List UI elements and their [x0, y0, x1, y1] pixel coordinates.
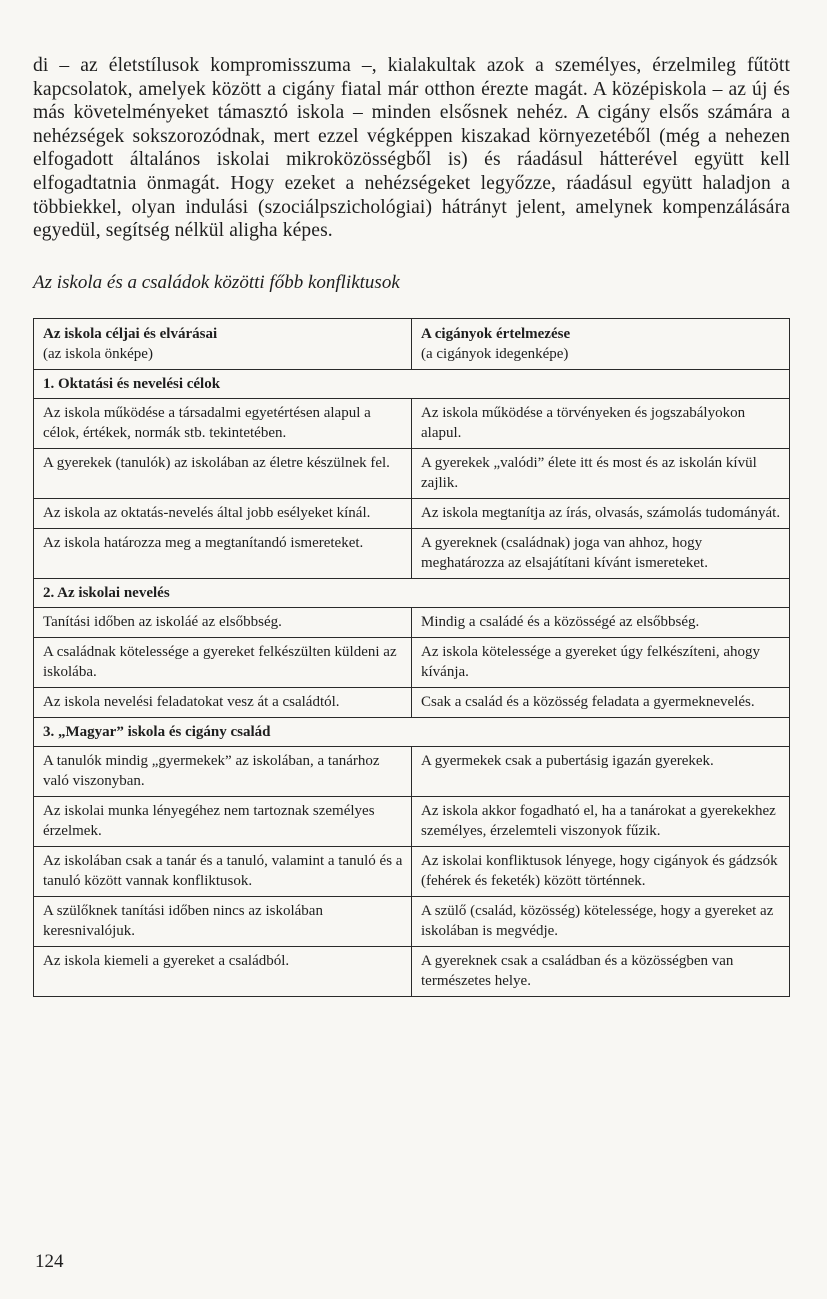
- roma-interpretation-cell: Az iskola működése a törvényeken és jogszabályokon alapul.: [412, 399, 790, 449]
- header-left-cell: [34, 319, 412, 370]
- roma-interpretation-cell: Csak a család és a közösség feladata a gyermeknevelés.: [412, 688, 790, 718]
- table-row: [34, 608, 790, 638]
- header-right-title: A cigányok értelmezése: [421, 326, 571, 342]
- table-row: [34, 947, 790, 997]
- roma-interpretation-cell: Mindig a családé és a közösségé az elsőbbség.: [412, 608, 790, 638]
- school-expectation-cell: A tanulók mindig „gyermekek” az iskolában, a tanárhoz való viszonyban.: [34, 747, 412, 797]
- school-expectation-cell: A gyerekek (tanulók) az iskolában az életre készülnek fel.: [34, 449, 412, 499]
- section-title: 2. Az iskolai nevelés: [34, 579, 790, 608]
- intro-paragraph: di – az életstílusok kompromisszuma –, kialakultak azok a személyes, érzelmileg fűtött kapcsolatok, amelyek között a cigány fiatal már otthon érezte magát. A középiskola – az új és más követelményeket támasztó iskola – minden elsősnek nehéz. A cigány elsős számára a nehézségek sokszorozódnak, mert ezzel végképpen kiszakad környezetéből (még a nehezen elfogadott általános iskolai mikroközösségből is) és ráadásul hátterével együtt kell elfogadtatnia önmagát. Hogy ezeket a nehézségeket legyőzze, ráadásul együtt haladjon a többiekkel, olyan indulási (szociálpszichológiai) hátrányt jelent, amelynek kompenzálására egyedül, segítség nélkül aligha képes.: [33, 55, 790, 242]
- roma-interpretation-cell: Az iskola megtanítja az írás, olvasás, számolás tudományát.: [412, 499, 790, 529]
- roma-interpretation-cell: A szülő (család, közösség) kötelessége, hogy a gyereket az iskolában is megvédje.: [412, 897, 790, 947]
- section-row: [34, 370, 790, 399]
- school-expectation-cell: Az iskola kiemeli a gyereket a családból.: [34, 947, 412, 997]
- table-header-row: [34, 319, 790, 370]
- table-row: [34, 688, 790, 718]
- school-expectation-cell: Tanítási időben az iskoláé az elsőbbség.: [34, 608, 412, 638]
- roma-interpretation-cell: Az iskola kötelessége a gyereket úgy felkészíteni, ahogy kívánja.: [412, 638, 790, 688]
- roma-interpretation-cell: A gyereknek (családnak) joga van ahhoz, hogy meghatározza az elsajátítani kívánt ismereteket.: [412, 529, 790, 579]
- section-row: [34, 579, 790, 608]
- school-expectation-cell: Az iskola működése a társadalmi egyetértésen alapul a célok, értékek, normák stb. tekintetében.: [34, 399, 412, 449]
- conflict-table: [33, 318, 790, 997]
- header-left-subtitle: (az iskola önképe): [43, 346, 153, 362]
- school-expectation-cell: Az iskolai munka lényegéhez nem tartoznak személyes érzelmek.: [34, 797, 412, 847]
- table-row: [34, 897, 790, 947]
- table-row: [34, 499, 790, 529]
- table-row: [34, 797, 790, 847]
- table-row: [34, 449, 790, 499]
- roma-interpretation-cell: Az iskolai konfliktusok lényege, hogy cigányok és gádzsók (fehérek és feketék) között történnek.: [412, 847, 790, 897]
- school-expectation-cell: Az iskola az oktatás-nevelés által jobb esélyeket kínál.: [34, 499, 412, 529]
- roma-interpretation-cell: A gyereknek csak a családban és a közösségben van természetes helye.: [412, 947, 790, 997]
- school-expectation-cell: Az iskolában csak a tanár és a tanuló, valamint a tanuló és a tanuló között vannak konfliktusok.: [34, 847, 412, 897]
- table-row: [34, 529, 790, 579]
- school-expectation-cell: A szülőknek tanítási időben nincs az iskolában keresnivalójuk.: [34, 897, 412, 947]
- school-expectation-cell: A családnak kötelessége a gyereket felkészülten küldeni az iskolába.: [34, 638, 412, 688]
- table-row: [34, 847, 790, 897]
- roma-interpretation-cell: Az iskola akkor fogadható el, ha a tanárokat a gyerekekhez személyes, érzelemteli viszonyok fűzik.: [412, 797, 790, 847]
- school-expectation-cell: Az iskola határozza meg a megtanítandó ismereteket.: [34, 529, 412, 579]
- table-row: [34, 638, 790, 688]
- page-number: 124: [35, 1251, 64, 1272]
- roma-interpretation-cell: A gyermekek csak a pubertásig igazán gyerekek.: [412, 747, 790, 797]
- section-title: 1. Oktatási és nevelési célok: [34, 370, 790, 399]
- roma-interpretation-cell: A gyerekek „valódi” élete itt és most és az iskolán kívül zajlik.: [412, 449, 790, 499]
- section-title: 3. „Magyar” iskola és cigány család: [34, 718, 790, 747]
- school-expectation-cell: Az iskola nevelési feladatokat vesz át a családtól.: [34, 688, 412, 718]
- table-row: [34, 747, 790, 797]
- header-left-title: Az iskola céljai és elvárásai: [43, 326, 218, 342]
- table-row: [34, 399, 790, 449]
- section-row: [34, 718, 790, 747]
- header-right-cell: [412, 319, 790, 370]
- header-right-subtitle: (a cigányok idegenképe): [421, 346, 569, 362]
- table-title: Az iskola és a családok közötti főbb konfliktusok: [33, 272, 400, 293]
